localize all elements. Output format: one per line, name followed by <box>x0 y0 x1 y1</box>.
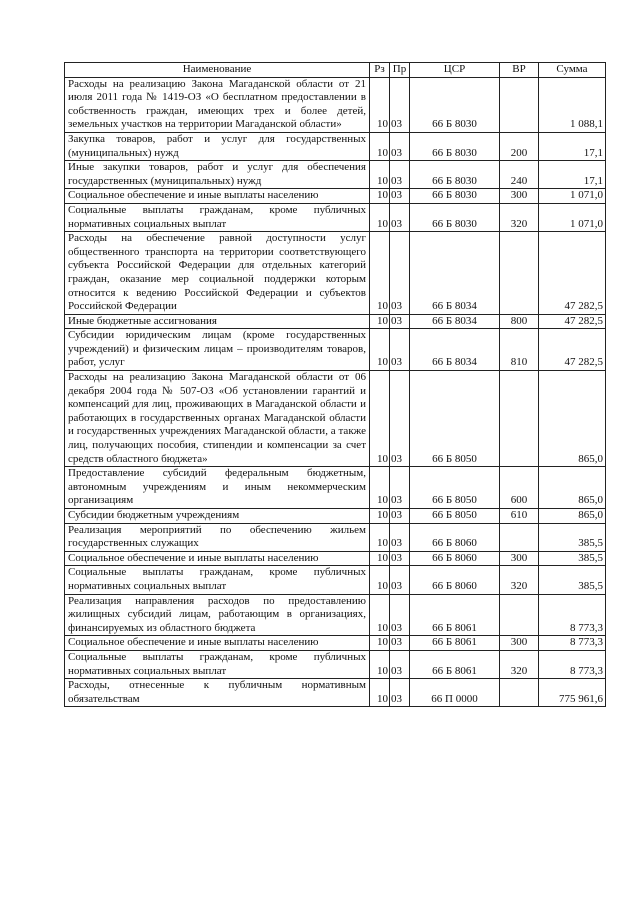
cell-csr: 66 Б 8034 <box>410 232 500 315</box>
cell-pr: 03 <box>390 189 410 204</box>
cell-rz: 10 <box>370 371 390 467</box>
cell-pr: 03 <box>390 161 410 189</box>
cell-sum: 385,5 <box>539 551 606 566</box>
cell-csr: 66 Б 8061 <box>410 594 500 636</box>
cell-vr <box>500 523 539 551</box>
cell-name: Иные бюджетные ассигнования <box>65 314 370 329</box>
cell-sum: 1 071,0 <box>539 189 606 204</box>
cell-csr: 66 Б 8030 <box>410 132 500 160</box>
cell-pr: 03 <box>390 679 410 707</box>
cell-name: Закупка товаров, работ и услуг для государственных (муниципальных) нужд <box>65 132 370 160</box>
cell-csr: 66 Б 8030 <box>410 161 500 189</box>
cell-rz: 10 <box>370 523 390 551</box>
cell-pr: 03 <box>390 232 410 315</box>
table-row <box>65 594 606 636</box>
table-row <box>65 467 606 509</box>
cell-pr: 03 <box>390 636 410 651</box>
cell-sum: 865,0 <box>539 467 606 509</box>
cell-csr: 66 П 0000 <box>410 679 500 707</box>
table-row <box>65 132 606 160</box>
table-row <box>65 314 606 329</box>
cell-csr: 66 Б 8050 <box>410 509 500 524</box>
cell-name: Реализация направления расходов по предоставлению жилищных субсидий лицам, работающим в организациях, финансируемых из областного бюджета <box>65 594 370 636</box>
cell-csr: 66 Б 8034 <box>410 329 500 371</box>
cell-sum: 17,1 <box>539 161 606 189</box>
cell-csr: 66 Б 8061 <box>410 650 500 678</box>
cell-rz: 10 <box>370 132 390 160</box>
cell-rz: 10 <box>370 77 390 132</box>
header-row <box>65 63 606 78</box>
cell-csr: 66 Б 8034 <box>410 314 500 329</box>
table-row <box>65 371 606 467</box>
col-header-vr: ВР <box>500 63 539 78</box>
cell-csr: 66 Б 8050 <box>410 467 500 509</box>
cell-sum: 865,0 <box>539 509 606 524</box>
table-row <box>65 566 606 594</box>
cell-vr: 200 <box>500 132 539 160</box>
table-row <box>65 189 606 204</box>
cell-name: Расходы, отнесенные к публичным нормативным обязательствам <box>65 679 370 707</box>
cell-vr <box>500 594 539 636</box>
cell-name: Социальное обеспечение и иные выплаты населению <box>65 551 370 566</box>
cell-name: Социальные выплаты гражданам, кроме публичных нормативных социальных выплат <box>65 203 370 231</box>
cell-vr: 810 <box>500 329 539 371</box>
cell-pr: 03 <box>390 371 410 467</box>
cell-name: Реализация мероприятий по обеспечению жильем государственных служащих <box>65 523 370 551</box>
cell-name: Субсидии бюджетным учреждениям <box>65 509 370 524</box>
cell-vr: 300 <box>500 636 539 651</box>
cell-name: Предоставление субсидий федеральным бюджетным, автономным учреждениям и иным некоммерческим организациям <box>65 467 370 509</box>
cell-rz: 10 <box>370 636 390 651</box>
cell-sum: 1 088,1 <box>539 77 606 132</box>
table-body <box>65 77 606 707</box>
cell-pr: 03 <box>390 203 410 231</box>
cell-rz: 10 <box>370 594 390 636</box>
cell-name: Расходы на реализацию Закона Магаданской области от 21 июля 2011 года № 1419-ОЗ «О бесплатном предоставлении в собственность граждан, имеющих трех и более детей, земельных участков на территории Магаданской области» <box>65 77 370 132</box>
cell-rz: 10 <box>370 679 390 707</box>
cell-sum: 17,1 <box>539 132 606 160</box>
col-header-rz: Рз <box>370 63 390 78</box>
cell-csr: 66 Б 8061 <box>410 636 500 651</box>
col-header-csr: ЦСР <box>410 63 500 78</box>
cell-name: Социальные выплаты гражданам, кроме публичных нормативных социальных выплат <box>65 566 370 594</box>
cell-rz: 10 <box>370 189 390 204</box>
cell-vr: 320 <box>500 203 539 231</box>
table-row <box>65 551 606 566</box>
cell-rz: 10 <box>370 551 390 566</box>
cell-vr: 610 <box>500 509 539 524</box>
col-header-sum: Сумма <box>539 63 606 78</box>
cell-vr: 240 <box>500 161 539 189</box>
cell-pr: 03 <box>390 523 410 551</box>
cell-pr: 03 <box>390 132 410 160</box>
cell-pr: 03 <box>390 650 410 678</box>
cell-csr: 66 Б 8060 <box>410 551 500 566</box>
table-row <box>65 329 606 371</box>
cell-name: Иные закупки товаров, работ и услуг для обеспечения государственных (муниципальных) нужд <box>65 161 370 189</box>
cell-sum: 8 773,3 <box>539 636 606 651</box>
cell-rz: 10 <box>370 232 390 315</box>
cell-sum: 47 282,5 <box>539 232 606 315</box>
cell-pr: 03 <box>390 551 410 566</box>
cell-sum: 8 773,3 <box>539 650 606 678</box>
cell-sum: 775 961,6 <box>539 679 606 707</box>
cell-csr: 66 Б 8060 <box>410 566 500 594</box>
cell-pr: 03 <box>390 566 410 594</box>
cell-vr: 300 <box>500 189 539 204</box>
table-row <box>65 636 606 651</box>
cell-csr: 66 Б 8030 <box>410 189 500 204</box>
col-header-name: Наименование <box>65 63 370 78</box>
cell-name: Субсидии юридическим лицам (кроме государственных учреждений) и физическим лицам – производителям товаров, работ, услуг <box>65 329 370 371</box>
cell-sum: 47 282,5 <box>539 314 606 329</box>
cell-sum: 865,0 <box>539 371 606 467</box>
cell-rz: 10 <box>370 467 390 509</box>
cell-pr: 03 <box>390 329 410 371</box>
cell-vr <box>500 232 539 315</box>
cell-sum: 385,5 <box>539 566 606 594</box>
table-row <box>65 523 606 551</box>
cell-sum: 47 282,5 <box>539 329 606 371</box>
table-row <box>65 679 606 707</box>
col-header-pr: Пр <box>390 63 410 78</box>
cell-sum: 385,5 <box>539 523 606 551</box>
cell-rz: 10 <box>370 203 390 231</box>
cell-rz: 10 <box>370 329 390 371</box>
cell-csr: 66 Б 8030 <box>410 203 500 231</box>
cell-vr: 320 <box>500 650 539 678</box>
table-row <box>65 77 606 132</box>
cell-rz: 10 <box>370 314 390 329</box>
table-row <box>65 232 606 315</box>
cell-vr: 600 <box>500 467 539 509</box>
cell-name: Социальные выплаты гражданам, кроме публичных нормативных социальных выплат <box>65 650 370 678</box>
budget-table <box>64 62 606 707</box>
table-row <box>65 203 606 231</box>
cell-name: Социальное обеспечение и иные выплаты населению <box>65 636 370 651</box>
cell-rz: 10 <box>370 161 390 189</box>
table-row <box>65 650 606 678</box>
cell-sum: 1 071,0 <box>539 203 606 231</box>
cell-pr: 03 <box>390 467 410 509</box>
cell-name: Социальное обеспечение и иные выплаты населению <box>65 189 370 204</box>
cell-pr: 03 <box>390 314 410 329</box>
table-row <box>65 509 606 524</box>
cell-sum: 8 773,3 <box>539 594 606 636</box>
cell-rz: 10 <box>370 566 390 594</box>
cell-vr <box>500 77 539 132</box>
cell-name: Расходы на обеспечение равной доступности услуг общественного транспорта на территории соответствующего субъекта Российской Федерации для отдельных категорий граждан, оказание мер социальной поддержки которым относится к ведению Российской Федерации и субъектов Российской Федерации <box>65 232 370 315</box>
cell-rz: 10 <box>370 650 390 678</box>
cell-pr: 03 <box>390 77 410 132</box>
cell-pr: 03 <box>390 509 410 524</box>
cell-vr <box>500 679 539 707</box>
cell-vr: 800 <box>500 314 539 329</box>
cell-pr: 03 <box>390 594 410 636</box>
cell-rz: 10 <box>370 509 390 524</box>
cell-vr <box>500 371 539 467</box>
cell-vr: 300 <box>500 551 539 566</box>
table-row <box>65 161 606 189</box>
cell-csr: 66 Б 8050 <box>410 371 500 467</box>
cell-vr: 320 <box>500 566 539 594</box>
cell-name: Расходы на реализацию Закона Магаданской области от 06 декабря 2004 года № 507-ОЗ «Об установлении гарантий и компенсаций для лиц, проживающих в Магаданской области и работающих в государственных органах Магаданской области и государственных учреждениях Магаданской области, а также лиц, получающих пособия, стипендии и компенсации за счет средств областного бюджета» <box>65 371 370 467</box>
cell-csr: 66 Б 8030 <box>410 77 500 132</box>
cell-csr: 66 Б 8060 <box>410 523 500 551</box>
